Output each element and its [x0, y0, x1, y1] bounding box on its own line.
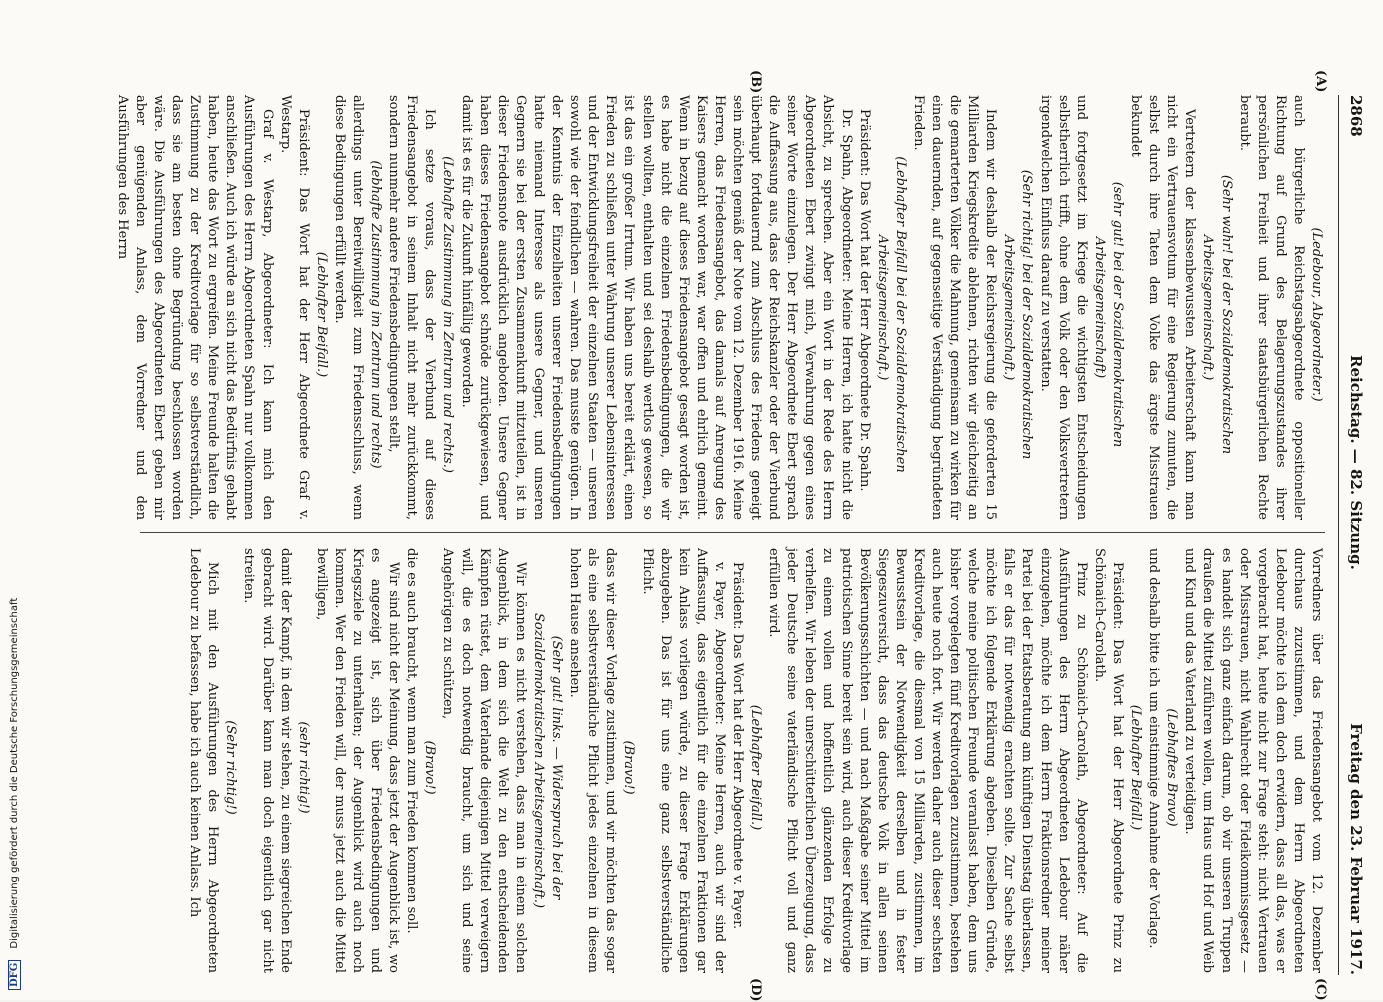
stage-direction: (Ledebour, Abgeordneter.) — [1309, 227, 1324, 402]
margin-mark-b: (B) — [748, 70, 763, 94]
dfg-logo: DFG — [8, 960, 21, 990]
paragraph: Vertretern der klassenbewussten Arbeiterschaft kann man nicht ein Vertrauensvotum für eine Regierung zumuten, die selbst durch ihre Taten dem Volke das ärgste Misstrauen bekundet — [1128, 95, 1198, 520]
paragraph: Ich setze voraus, dass der Vierbund auf dieses Friedensangebot in seinem Inhalt nicht mehr zurückkommt, sondern nunmehr andere Friedensbedingungen stellt, — [386, 95, 438, 520]
footer-credit: Digitalisierung gefördert durch die Deutsche Forschungsgemeinschaft — [9, 597, 20, 949]
stage-direction: (Lebhafter Beifall.) — [1128, 704, 1144, 831]
stage-direction: (Bravo!) — [422, 740, 438, 795]
paragraph: dass wir dieser Vorlage zustimmen, und wir möchten das sogar als eine selbstverständliche Pflicht jedes einzelnen in diesem hohen Hause ansehen. — [567, 548, 619, 973]
stage-direction: (Sehr richtig! bei der Sozialdemokratischen Arbeitsgemeinschaft.) — [1001, 169, 1035, 460]
stage-direction: (Lebhafter Beifall bei der Sozialdemokratischen Arbeitsgemeinschaft.) — [874, 156, 908, 473]
stage-direction: (Bravo!) — [621, 740, 637, 795]
page-number: 2868 — [1347, 95, 1365, 137]
paragraph: und deshalb bitte ich um einstimmige Annahme der Vorlage. — [1146, 548, 1162, 949]
stage-direction: (Lebhafter Beifall.) — [748, 704, 764, 831]
paragraph: die es auch braucht, wenn man zum Frieden kommen soll. — [404, 548, 420, 934]
right-text-column — [185, 548, 1325, 973]
paragraph: Vorredners über das Friedensangebot vom 12. Dezember durchaus zuzustimmen, und dem Herrn Abgeordneten Ledebour möchte ich dem doch erwidern, dass all das, was er vorgebracht hat, heute nicht zur Frage steht: nicht Vertrauen oder Misstrauen, nicht Wahlrecht oder Fideikommissgesetz — es handelt sich ganz einfach darum, ob wir unseren Truppen draußen die Mittel zuführen wollen, um Haus und Hof und Weib und Kind und das Vaterland zu verteidigen. — [1182, 548, 1324, 973]
paragraph: Prinz zu Schönaich-Carolath, Abgeordneter: Auf die Ausführungen des Herrn Abgeordneten Ledebour näher einzugehen, möchte ich dem Herrn Fraktionsredner meiner Partei bei der Etatsberatung am künftigen Dienstag überlassen, falls er das für notwendig erachten sollte. Zur Sache selbst möchte ich folgende Erklärung abgeben. Dieselben Gründe, welche meine politischen Freunde veranlasst haben, dem uns bisher vorgelegten fünf Kreditvorlagen zuzustimmen, bestehen auch heute noch fort. Wir werden daher auch dieser sechsten Kreditvorlage, die diesmal von 15 Milliarden, zustimmen, im Bewusstsein der Notwendigkeit derselben und in fester Siegeszuversicht, dass das deutsche Volk in allen seinen Bevölkerungsschichten — und nach Maßgabe seiner Mittel im patriotischen Sinne bereit sein wird, auch dieser Kreditvorlage zu einem vollen und hoffentlich glänzenden Erfolge zu verhelfen. Wir leben der unerschütterlichen Überzeugung, dass jeder Deutsche seine vaterländische Pflicht voll und ganz erfüllen wird. — [766, 548, 1089, 973]
stage-direction: (Sehr gut! links. — Widerspruch bei der Sozialdemokratischen Arbeitsgemeinschaft.) — [530, 612, 565, 909]
paragraph: Präsident: Das Wort hat der Herr Abgeordnete Prinz zu Schönaich-Carolath. — [1091, 548, 1125, 973]
paragraph: und fortgesetzt im Kriege die wichtigsten Entscheidungen selbstherrlich trifft, ohne dem Volk oder den Volksvertretern irgendwelchen Einfluss darauf zu verstatten. — [1037, 95, 1089, 520]
paragraph: Graf v. Westarp, Abgeordneter: Ich kann mich den Ausführungen des Herrn Abgeordneten Spahn nur vollkommen anschließen. Auch ich würde an sich nicht das Bedürfnis gehabt haben, heute das Wort zu ergreifen. Meine Freunde halten die Zustimmung zu der Kreditvorlage für so selbstverständlich, dass sie am besten ohne Begründung beschlossen worden wäre. Die Ausführungen des Abgeordneten Ebert geben mir aber genügenden Anlass, dem Vorredner und den Ausführungen des Herrn — [114, 95, 275, 520]
paragraph: Wir können es nicht verstehen, dass man in einem solchen Augenblick, in dem sich die Welt zu den entscheidenden Kämpfen rüstet, dem Vaterlande diejenigen Mittel verweigern will, die es doch notwendig braucht, um sich und seine Angehörigen zu schützen, — [440, 548, 528, 973]
paragraph: Präsident: Das Wort hat der Herr Abgeordnete Dr. Spahn. — [856, 109, 872, 492]
session-date: Freitag den 23. Februar 1917. — [1347, 723, 1365, 975]
stage-direction: (Sehr wahr! bei der Sozialdemokratischen Arbeitsgemeinschaft.) — [1200, 174, 1234, 455]
page-header — [1335, 95, 1365, 975]
paragraph: Mich mit den Ausführungen des Herrn Abgeordneten Ledebour zu befassen, habe ich auch keinen Anlass. Ich — [187, 548, 221, 973]
margin-mark-d: (D) — [748, 978, 763, 1002]
stage-direction: (lebhafte Zustimmung im Zentrum und rechts) — [368, 160, 384, 469]
stage-direction: (sehr richtig!) — [295, 721, 311, 814]
footer-strip — [0, 0, 22, 1000]
left-text-column — [113, 95, 1325, 520]
stage-direction: (Lebhaftes Bravo) — [1164, 708, 1180, 827]
paragraph: allerdings unter Bereitwilligkeit zum Friedensschluss, wenn diese Bedingungen erfüllt werden. — [331, 95, 366, 520]
paragraph: Präsident: Das Wort hat der Herr Abgeordnete v. Payer. — [730, 562, 745, 930]
session-title: Reichstag. — 82. Sitzung. — [1347, 355, 1365, 570]
paragraph: v. Payer, Abgeordneter: Meine Herren, auch wir sind der Auffassung, dass eigentlich für die einzelnen Fraktionen gar kein Anlass vorliegen würde, zu dieser Frage Erklärungen abzugeben. Das ist für uns eine ganz selbstverständliche Pflicht. — [639, 548, 727, 973]
margin-mark-a: (A) — [1313, 70, 1328, 93]
header-rule — [1338, 95, 1339, 975]
paragraph: auch bürgerliche Reichstagsabgeordnete oppositioneller Richtung auf Grund des Belagerungszustandes ihrer persönlichen Freiheit und ihrer staatsbürgerlichen Rechte beraubt. — [1236, 95, 1306, 520]
stage-direction: (Lebhafte Zustimmung im Zentrum und rechts.) — [440, 156, 456, 473]
margin-mark-c: (C) — [1313, 978, 1328, 1001]
paragraph: Indem wir deshalb der Reichsregierung die geforderten 15 Milliarden Kriegskredite ablehnen, richten wir gleichzeitig an die gemarterten Völker die Mahnung, gemeinsam zu wirken für einen dauernden, auf gegenseitige Verständigung begründeten Frieden. — [910, 95, 999, 520]
stage-direction: (sehr gut! bei der Sozialdemokratischen Arbeitsgemeinschaft) — [1091, 181, 1125, 448]
stage-direction: (Lebhafter Beifall.) — [313, 251, 329, 378]
paragraph: Präsident: Das Wort hat der Herr Abgeordnete Graf v. Westarp. — [277, 95, 311, 520]
paragraph: Wir sind nicht der Meinung, dass jetzt der Augenblick ist, wo es angezeigt ist, sich über Friedensbedingungen und Kriegsziele zu unterhalten; der Augenblick wird auch noch kommen. Wer den Frieden will, der muss jetzt auch die Mittel bewilligen, — [313, 548, 402, 973]
paragraph: damit der Kampf, in dem wir stehen, zu einem siegreichen Ende gebracht wird. Darüber kann man doch eigentlich gar nicht streiten. — [241, 548, 293, 973]
stage-direction: (Sehr richtig!) — [223, 720, 239, 815]
column-rule — [140, 532, 1325, 533]
paragraph: Dr. Spahn, Abgeordneter: Meine Herren, ich hatte nicht die Absicht, zu sprechen. Aber ein Wort in der Rede des Herrn Abgeordneten Ebert zwingt mich, Verwahrung gegen eines seiner Worte einzulegen. Der Herr Abgeordnete Ebert sprach die Auffassung aus, dass der Reichskanzler oder der Vierbund überhaupt fortdauernd zum Abschluss des Friedens geneigt sein möchten gemäß der Note vom 12. Dezember 1916. Meine Herren, das Friedensangebot, das damals auf Anregung des Kaisers gemacht worden war, war offen und ehrlich gemeint. Wenn in bezug auf dieses Friedensangebot gesagt worden ist, es habe nicht die einzelnen Friedensbedingungen, die wir stellen wollten, enthalten und sei deshalb wertlos gewesen, so ist das ein großer Irrtum. Wir haben uns bereit erklärt, einen Frieden zu schließen unter Wahrung unserer Lebensinteressen und der Entwicklungsfreiheit der einzelnen Staaten — unseren sowohl wie der feindlichen — wahren. Das musste genügen. In der Kenntnis der Einzelheiten unserer Friedensbedingungen hatte niemand Interesse als unsere Gegner, und unseren Gegnern sie bei der ersten Zusammenkunft mitzuteilen, ist in dieser Friedensnote ausdrücklich angeboten. Unsere Gegner haben dieses Friedensangebot schnöde zurückgewiesen, und damit ist es für die Zukunft hinfällig geworden. — [458, 95, 854, 520]
